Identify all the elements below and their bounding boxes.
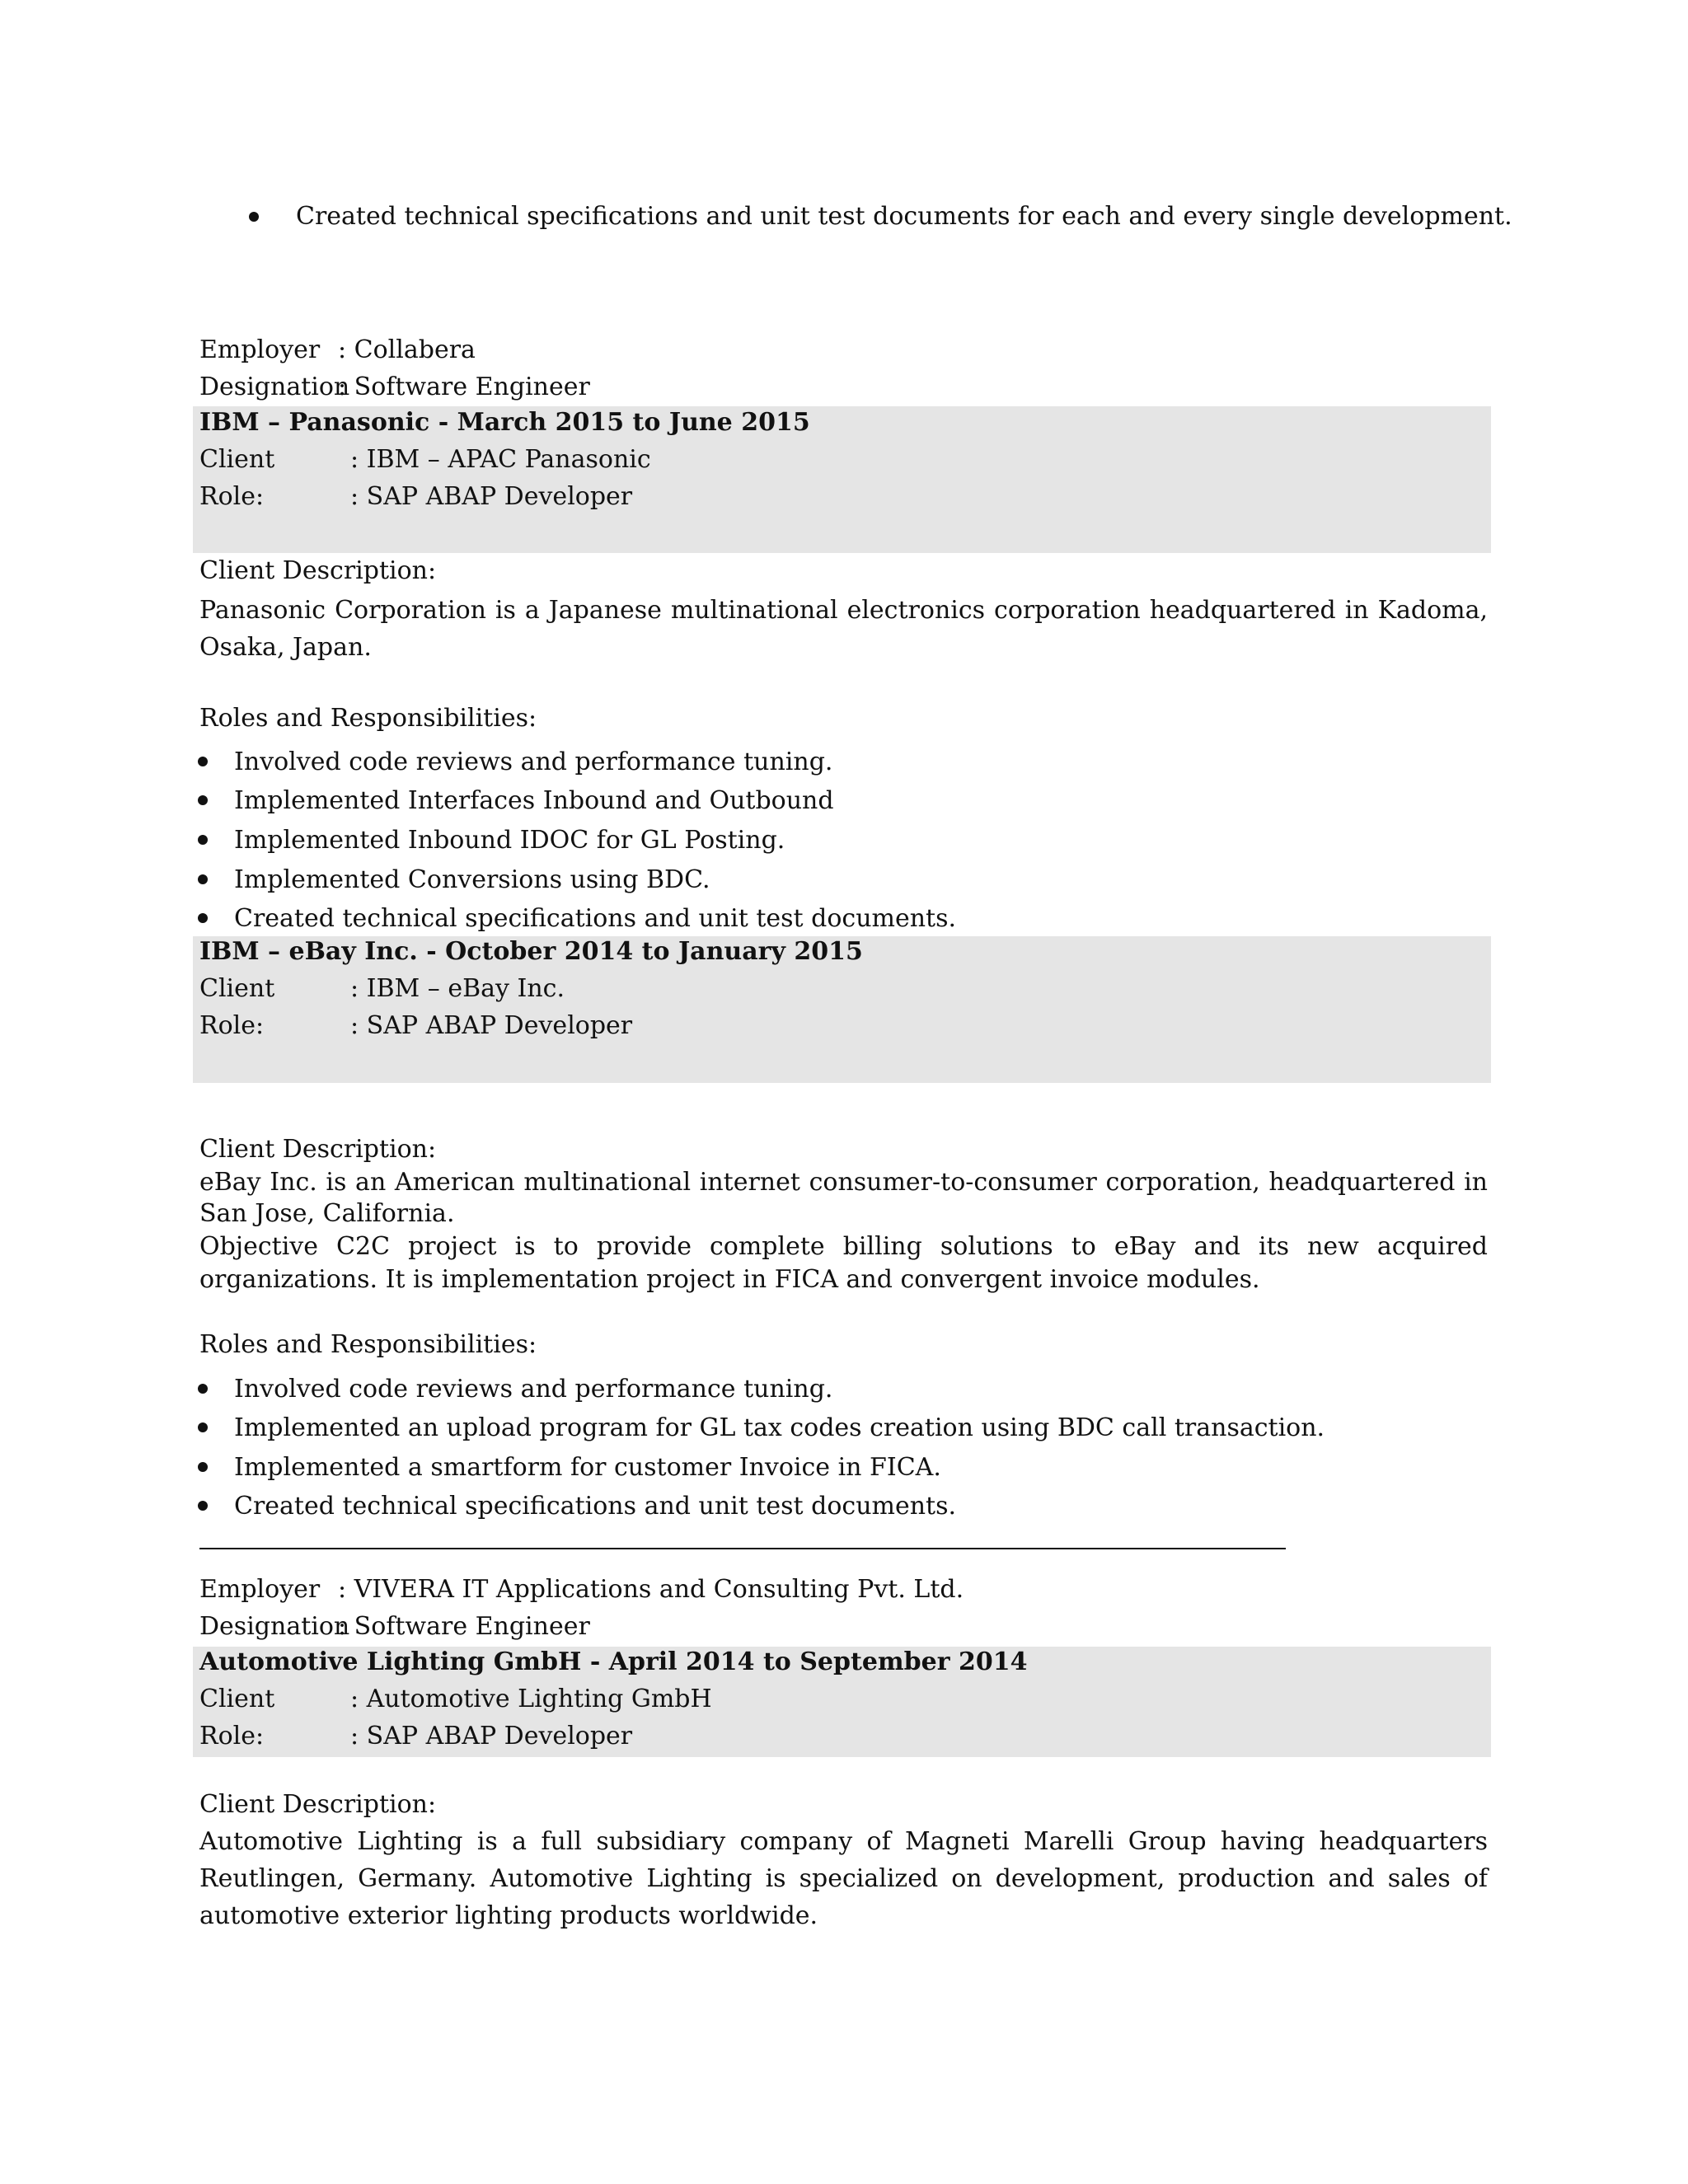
client-value: : IBM – APAC Panasonic: [350, 445, 651, 474]
bullet-icon: [249, 212, 259, 222]
list-item: Implemented Interfaces Inbound and Outbound: [234, 786, 834, 815]
list-item: Created technical specifications and unit test documents.: [234, 904, 957, 933]
client-description-heading: Client Description:: [199, 556, 437, 585]
employer-value: : Collabera: [338, 335, 476, 364]
client-label: Client: [199, 1685, 275, 1713]
list-item: Involved code reviews and performance tuning.: [234, 748, 833, 776]
client-value: : IBM – eBay Inc.: [350, 974, 565, 1003]
designation-value: : Software Engineer: [338, 373, 590, 401]
client-description: eBay Inc. is an American multinational internet consumer-to-consumer corporation, headquartered in San Jose, California.: [199, 1168, 1488, 1228]
role-value: : SAP ABAP Developer: [350, 482, 633, 511]
designation-value: : Software Engineer: [338, 1612, 590, 1641]
project-heading: Automotive Lighting GmbH - April 2014 to September 2014: [199, 1647, 1028, 1676]
client-description-heading: Client Description:: [199, 1135, 437, 1164]
bullet-icon: [198, 913, 208, 923]
list-item: Involved code reviews and performance tuning.: [234, 1375, 833, 1404]
client-label: Client: [199, 445, 275, 474]
role-label: Role:: [199, 1011, 265, 1040]
client-description: Panasonic Corporation is a Japanese multinational electronics corporation headquartered in Kadoma, Osaka, Japan.: [199, 596, 1488, 662]
employer-label: Employer: [199, 1575, 321, 1604]
project-objective: Objective C2C project is to provide complete billing solutions to eBay and its new acquired organizations. It is implementation project in FICA and convergent invoice modules.: [199, 1232, 1488, 1294]
bullet-icon: [198, 1422, 208, 1432]
list-item: Implemented a smartform for customer Invoice in FICA.: [234, 1453, 941, 1482]
designation-label: Designation: [199, 1612, 350, 1641]
bullet-icon: [198, 874, 208, 884]
top-bullet-text: Created technical specifications and unit test documents for each and every single development.: [296, 202, 1512, 231]
role-label: Role:: [199, 482, 265, 511]
bullet-icon: [198, 757, 208, 766]
bullet-icon: [198, 1501, 208, 1511]
designation-label: Designation: [199, 373, 350, 401]
role-value: : SAP ABAP Developer: [350, 1722, 633, 1750]
list-item: Implemented Conversions using BDC.: [234, 865, 710, 894]
list-item: Implemented an upload program for GL tax codes creation using BDC call transaction.: [234, 1413, 1325, 1442]
employer-value: : VIVERA IT Applications and Consulting Pvt. Ltd.: [338, 1575, 964, 1604]
project-heading: IBM – Panasonic - March 2015 to June 2015: [199, 408, 810, 437]
client-description: Automotive Lighting is a full subsidiary company of Magneti Marelli Group having headquarters Reutlingen, Germany. Automotive Lighting is specialized on development, production and sales of automotive exterior lighting products worldwide.: [199, 1827, 1488, 1930]
role-value: : SAP ABAP Developer: [350, 1011, 633, 1040]
employer-label: Employer: [199, 335, 321, 364]
role-label: Role:: [199, 1722, 265, 1750]
client-description-heading: Client Description:: [199, 1790, 437, 1819]
section-divider: [199, 1548, 1286, 1549]
bullet-icon: [198, 1384, 208, 1394]
bullet-icon: [198, 795, 208, 805]
list-item: Implemented Inbound IDOC for GL Posting.: [234, 826, 785, 855]
bullet-icon: [198, 835, 208, 845]
client-value: : Automotive Lighting GmbH: [350, 1685, 712, 1713]
client-label: Client: [199, 974, 275, 1003]
bullet-icon: [198, 1462, 208, 1472]
roles-heading: Roles and Responsibilities:: [199, 704, 537, 733]
roles-heading: Roles and Responsibilities:: [199, 1330, 537, 1359]
list-item: Created technical specifications and unit test documents.: [234, 1492, 957, 1521]
project-heading: IBM – eBay Inc. - October 2014 to January 2015: [199, 937, 863, 966]
